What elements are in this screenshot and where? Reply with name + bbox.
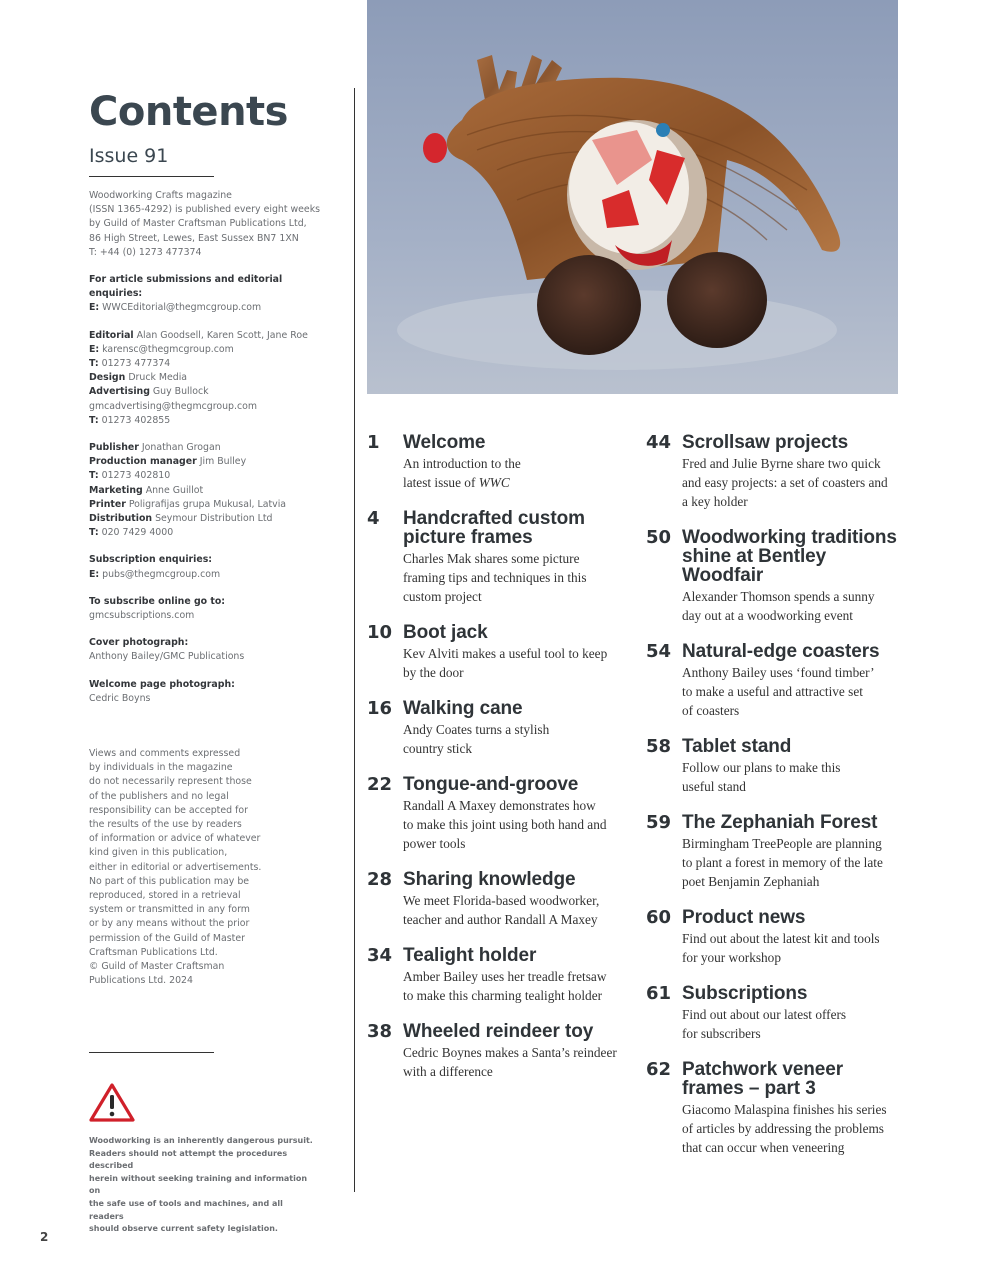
toc-title: Boot jack xyxy=(403,622,488,643)
disclaimer: Views and comments expressed by individuals in the magazine do not necessarily represent those of the publishers and no legal responsibility can be accepted for the results of the use by readers of information or advice of whatever kind given in this publication, either in editorial or advertisements. No part of this publication may be reproduced, stored in a retrieval system or transmitted in any form or by any means without the prior permission of the Guild of Master Craftsman Publications Ltd. © Guild of Master Craftsman Publications Ltd. 2024 xyxy=(89,748,262,987)
toc-title: Tongue-and-groove xyxy=(403,774,579,795)
subscribe-link[interactable]: gmcsubscriptions.com xyxy=(89,610,195,622)
toc-description: Andy Coates turns a stylish country stick xyxy=(403,722,550,756)
toc-description: Kev Alviti makes a useful tool to keep by the door xyxy=(403,646,608,680)
toc-page-number: 1 xyxy=(367,432,380,453)
toc-page-number: 61 xyxy=(646,983,672,1004)
toc-entry[interactable] xyxy=(367,946,622,1005)
toc-page-number: 54 xyxy=(646,641,672,662)
submissions-email[interactable]: WWCEditorial@thegmcgroup.com xyxy=(102,302,262,314)
subscription-block: Subscription enquiries: E: pubs@thegmcgroup.com xyxy=(89,554,221,580)
editorial-email[interactable]: karensc@thegmcgroup.com xyxy=(102,343,234,355)
divider xyxy=(89,1052,214,1053)
toc-entry[interactable] xyxy=(367,1022,622,1081)
reindeer-toy-illustration xyxy=(367,0,898,394)
submissions-block: For article submissions and editorial enquiries: E: WWCEditorial@thegmcgroup.com xyxy=(89,274,283,314)
toc-entry[interactable] xyxy=(646,813,901,891)
toc-page-number: 28 xyxy=(367,869,393,890)
toc-description: We meet Florida-based woodworker, teacher and author Randall A Maxey xyxy=(403,893,600,927)
editorial-block: Editorial Alan Goodsell, Karen Scott, Jane Roe E: karensc@thegmcgroup.com T: 01273 477374 Design Druck Media Advertising Guy Bullock gmcadvertising@thegmcgroup.com T: 01273 402855 xyxy=(89,329,329,428)
toc-title: Natural-edge coasters xyxy=(682,641,880,662)
toc-entry[interactable] xyxy=(646,433,901,511)
toc-description: Alexander Thomson spends a sunny day out at a woodworking event xyxy=(682,589,875,623)
toc-title: Woodworking traditions shine at Bentley Woodfair xyxy=(682,527,897,586)
toc-description: An introduction to the latest issue of WWC xyxy=(403,456,521,490)
toc-entry[interactable] xyxy=(367,433,622,492)
toc-entry[interactable] xyxy=(646,984,901,1043)
toc-title: Sharing knowledge xyxy=(403,869,576,890)
toc-description: Charles Mak shares some picture framing tips and techniques in this custom project xyxy=(403,551,587,604)
toc-entry[interactable] xyxy=(646,1060,901,1157)
toc-page-number: 44 xyxy=(646,432,672,453)
toc-title: The Zephaniah Forest xyxy=(682,812,878,833)
subscription-email[interactable]: pubs@thegmcgroup.com xyxy=(102,568,221,580)
toc-entry[interactable] xyxy=(367,775,622,853)
toc-title: Welcome xyxy=(403,432,486,453)
issue-number: Issue 91 xyxy=(89,145,169,167)
toc-page-number: 60 xyxy=(646,907,672,928)
toc-description: Follow our plans to make this useful stand xyxy=(682,760,841,794)
publisher-info: Woodworking Crafts magazine (ISSN 1365-4292) is published every eight weeks by Guild of Master Craftsman Publications Ltd, 86 High Street, Lewes, East Sussex BN7 1XN T: +44 (0) 1273 477374 xyxy=(89,190,321,258)
column-divider xyxy=(354,88,355,1192)
toc-entry[interactable] xyxy=(646,908,901,967)
toc-description: Randall A Maxey demonstrates how to make this joint using both hand and power tools xyxy=(403,798,607,851)
subscribe-online-block: To subscribe online go to: gmcsubscriptions.com xyxy=(89,595,329,623)
toc-page-number: 10 xyxy=(367,622,393,643)
toc-description: Find out about our latest offers for subscribers xyxy=(682,1007,847,1041)
toc-description: Find out about the latest kit and tools for your workshop xyxy=(682,931,880,965)
toc-page-number: 34 xyxy=(367,945,393,966)
masthead-column xyxy=(89,88,329,719)
reindeer-toy-photo xyxy=(367,0,898,394)
divider xyxy=(89,176,214,177)
production-block: Publisher Jonathan Grogan Production manager Jim Bulley T: 01273 402810 Marketing Anne Guillot Printer Poligrafijas grupa Mukusal, Latvia Distribution Seymour Distribution Ltd T: 020 7429 4000 xyxy=(89,442,287,539)
warning-icon xyxy=(89,1082,135,1122)
toc-page-number: 59 xyxy=(646,812,672,833)
toc-entry[interactable] xyxy=(367,870,622,929)
toc-page-number: 22 xyxy=(367,774,393,795)
toc-page-number: 16 xyxy=(367,698,393,719)
advertising-email[interactable]: gmcadvertising@thegmcgroup.com xyxy=(89,400,257,412)
page-title: Contents xyxy=(89,89,288,135)
toc-title: Tealight holder xyxy=(403,945,537,966)
toc-title: Wheeled reindeer toy xyxy=(403,1021,594,1042)
safety-warning: Woodworking is an inherently dangerous pursuit. Readers should not attempt the procedures described herein without seeking training and information on the safe use of tools and machines, and all readers should observe current safety legislation. xyxy=(89,1136,313,1234)
toc-page-number: 58 xyxy=(646,736,672,757)
toc-entry[interactable] xyxy=(646,642,901,720)
cover-photo-credit: Cover photograph: Anthony Bailey/GMC Publications xyxy=(89,637,245,663)
toc-entry[interactable] xyxy=(367,699,622,758)
toc-entry[interactable] xyxy=(646,737,901,796)
toc-title: Handcrafted custom picture frames xyxy=(403,508,585,548)
toc-description: Amber Bailey uses her treadle fretsaw to make this charming tealight holder xyxy=(403,969,607,1003)
toc-title: Walking cane xyxy=(403,698,523,719)
toc-title: Patchwork veneer frames – part 3 xyxy=(682,1059,844,1099)
toc-entry[interactable] xyxy=(367,623,622,682)
toc-column-right xyxy=(646,433,901,1174)
welcome-photo-credit: Welcome page photograph: Cedric Boyns xyxy=(89,678,235,704)
toc-description: Giacomo Malaspina finishes his series of articles by addressing the problems that can occur when veneering xyxy=(682,1102,887,1155)
toc-page-number: 62 xyxy=(646,1059,672,1080)
page-number: 2 xyxy=(40,1230,49,1244)
toc-entry[interactable] xyxy=(367,509,622,606)
toc-title: Scrollsaw projects xyxy=(682,432,849,453)
toc-page-number: 50 xyxy=(646,527,672,548)
toc-description: Fred and Julie Byrne share two quick and easy projects: a set of coasters and a key holder xyxy=(682,456,888,509)
toc-description: Anthony Bailey uses ‘found timber’ to make a useful and attractive set of coasters xyxy=(682,665,875,718)
toc-title: Tablet stand xyxy=(682,736,792,757)
toc-description: Birmingham TreePeople are planning to plant a forest in memory of the late poet Benjamin Zephaniah xyxy=(682,836,883,889)
toc-page-number: 4 xyxy=(367,508,380,529)
toc-title: Subscriptions xyxy=(682,983,808,1004)
toc-entry[interactable] xyxy=(646,528,901,625)
toc-page-number: 38 xyxy=(367,1021,393,1042)
toc-description: Cedric Boynes makes a Santa’s reindeer with a difference xyxy=(403,1045,617,1079)
toc-column-left xyxy=(367,433,622,1098)
toc-title: Product news xyxy=(682,907,806,928)
